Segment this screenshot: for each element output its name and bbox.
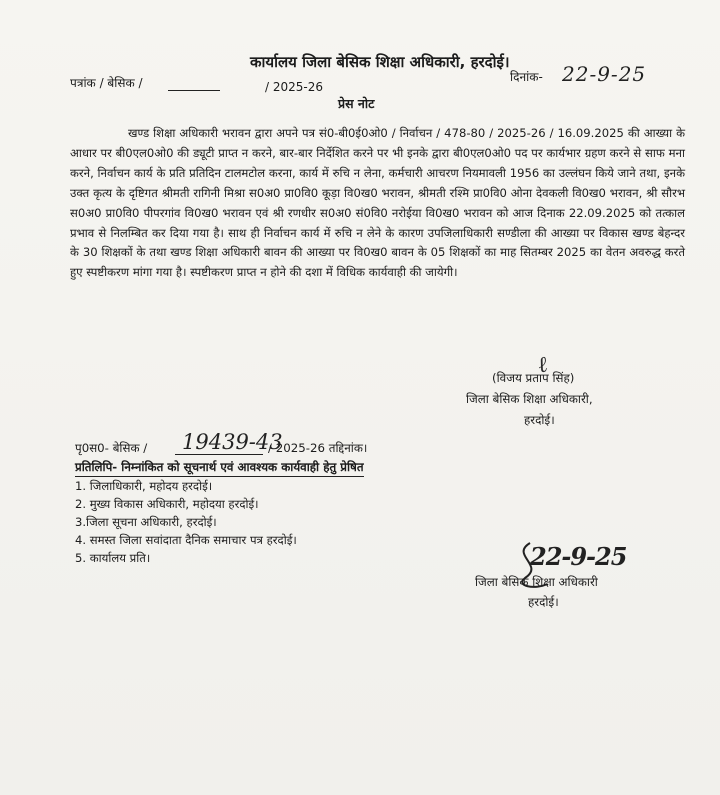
officer-name: (विजय प्रताप सिंह) (492, 371, 575, 385)
patrank-label: पत्रांक / बेसिक / (70, 76, 143, 90)
body-paragraph: खण्ड शिक्षा अधिकारी भरावन द्वारा अपने पत्र सं0-बी0ई0ओ0 / निर्वाचन / 478-80 / 2025-26 / 16.09.2025 की आख्या के आधार पर बी0एल0ओ0 की ड्यूटी प्राप्त न करने, बार-बार निर्देशित करने पर भी इनके द्वारा बी0एल0ओ0 पद पर कार्यभार ग्रहण करने से साफ मना करने, निर्वाचन कार्य के प्रति प्रतिदिन टालमटोल करना, कार्य में रुचि न लेना, कर्मचारी आचरण नियमावली 1956 का उल्लंघन किये जाने तथा, इनके उक्त कृत्य के दृष्टिगत श्रीमती रागिनी मिश्रा स0अ0 प्रा0वि0 कूड़ा वि0ख0 भरावन, श्रीमती रश्मि प्रा0वि0 ओना देवकली वि0ख0 भरावन, श्री सौरभ स0अ0 प्रा0वि0 पीपरगांव वि0ख0 भरावन एवं श्री रणधीर स0अ0 सं0वि0 नरोईया वि0ख0 भरावन को आज दिनाक 22.09.2025 को तत्काल प्रभाव से निलम्बित कर दिया गया है। साथ ही निर्वाचन कार्य में रुचि न लेने के कारण उपजिलाधिकारी सण्डीला की आख्या पर विकास खण्ड बेहन्दर के 30 शिक्षकों के तथा खण्ड शिक्षा अधिकारी बावन की आख्या पर वि0ख0 बावन के 05 शिक्षकों का माह सितम्बर 2025 का वेतन अवरुद्ध करते हुए स्पष्टीकरण मांगा गया है। स्पष्टीकरण प्राप्त न होने की दशा में विधिक कार्यवाही की जायेगी। (70, 126, 686, 280)
recipient-1: 1. जिलाधिकारी, महोदय हरदोई। (75, 479, 213, 493)
handwritten-reference-number: 19439-43 (182, 430, 283, 454)
office-title: कार्यालय जिला बेसिक शिक्षा अधिकारी, हरदोई। (250, 53, 510, 71)
handwritten-date: 22-9-25 (562, 62, 647, 86)
signature2-designation: जिला बेसिक शिक्षा अधिकारी (475, 575, 598, 589)
recipient-2: 2. मुख्य विकास अधिकारी, महोदया हरदोई। (75, 497, 259, 511)
officer-designation: जिला बेसिक शिक्षा अधिकारी, (466, 392, 593, 406)
recipient-5: 5. कार्यालय प्रति। (75, 551, 151, 565)
patrank-blank-line (168, 90, 220, 91)
signature2-place: हरदोई। (528, 595, 559, 609)
recipient-4: 4. समस्त जिला सवांदाता दैनिक समाचार पत्र हरदोई। (75, 533, 297, 547)
recipient-3: 3.जिला सूचना अधिकारी, हरदोई। (75, 515, 217, 529)
initials-signature: 22-9-25 (530, 542, 627, 571)
officer-place: हरदोई। (524, 413, 555, 427)
reference-prefix: पृ0स0- बेसिक / (75, 441, 148, 455)
signature-scribble: ℓ (535, 352, 550, 379)
session-year: / 2025-26 (265, 80, 323, 94)
reference-suffix: / 2025-26 तद्दिनांक। (268, 441, 368, 455)
press-note-body (70, 124, 685, 283)
copy-to-line: प्रतिलिपि- निम्नांकित को सूचनार्थ एवं आवश्यक कार्यवाही हेतु प्रेषित (75, 459, 364, 477)
date-label: दिनांक- (510, 70, 543, 84)
reference-underline (175, 454, 263, 455)
press-note-title: प्रेस नोट (338, 96, 375, 111)
